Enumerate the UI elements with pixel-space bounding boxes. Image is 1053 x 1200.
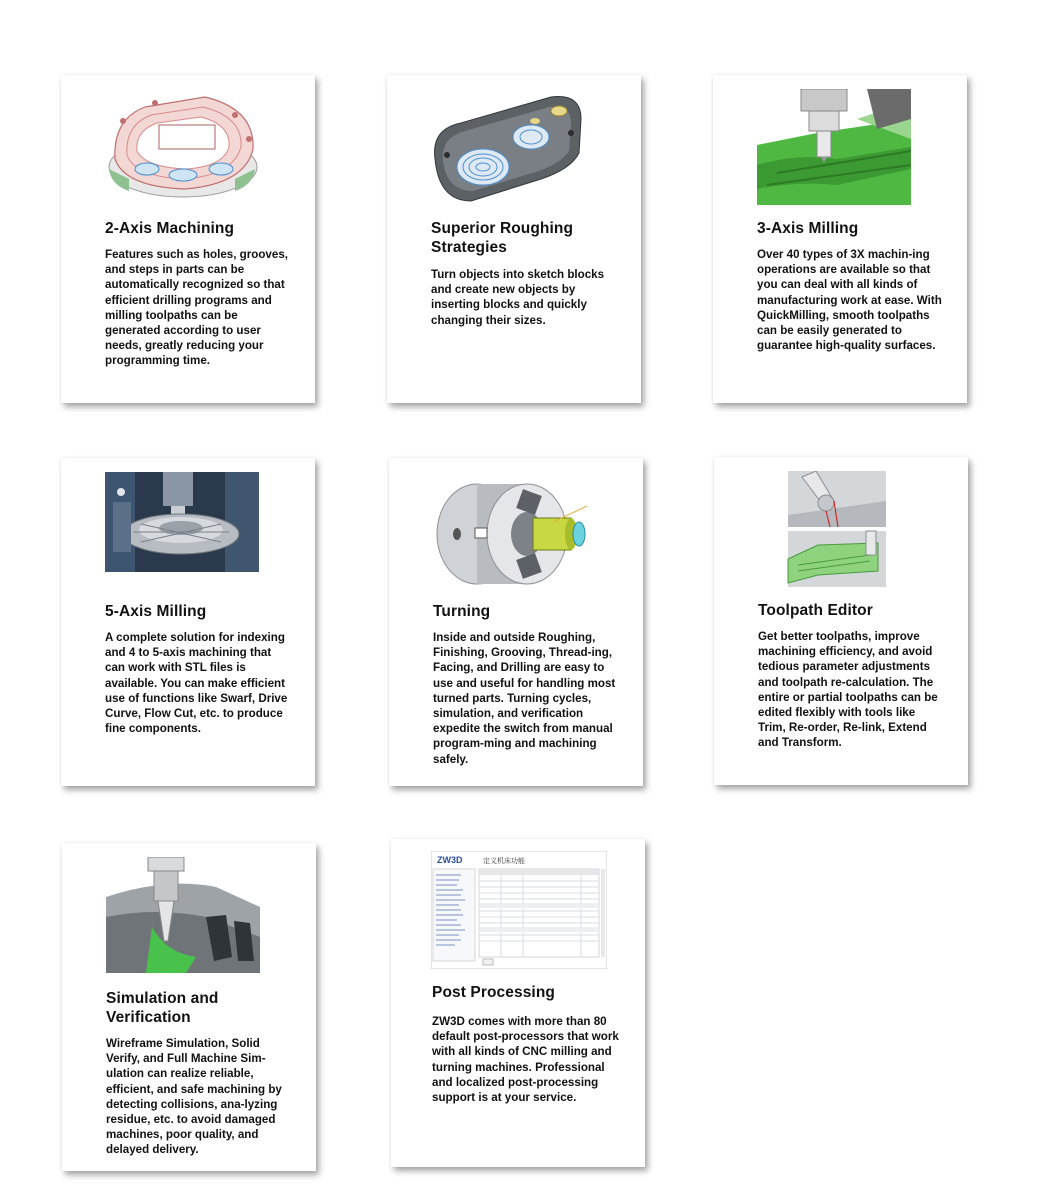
3-axis-milling-image [757,89,911,205]
card-title: Toolpath Editor [758,602,873,619]
5-axis-milling-photo [105,472,259,588]
feature-card-toolpath-editor [714,457,968,785]
feature-card-simulation-verification [62,843,316,1171]
card-description: Features such as holes, grooves, and steps in parts can be automatically recognized so that efficient drilling programs and milling toolpaths can be generated according to user needs, greatly reducing your programming time. [105,248,288,368]
card-description: Wireframe Simulation, Solid Verify, and Full Machine Sim-ulation can realize reliable, efficient, and safe machining by detecting collisions, ana-lyzing residue, etc. to avoid damaged machines, poor quality, and delayed delivery. [106,1037,282,1157]
feature-card-2-axis-machining [61,75,315,403]
toolpath-editor-image [758,471,912,587]
feature-card-post-processing [391,839,645,1167]
zw3d-logo: ZW3D [437,855,463,865]
card-description: Turn objects into sketch blocks and create new objects by inserting blocks and quickly changing their sizes. [431,268,605,327]
roughing-part-image [431,89,585,205]
card-description: Inside and outside Roughing, Finishing, Grooving, Thread-ing, Facing, and Drilling are easy to use and useful for handling most turned parts. Turning cycles, simulation, and verification expedite the switch from manual program-ming and machining safely. [433,631,616,766]
post-processor-screenshot [431,851,607,969]
card-title: Simulation and Verification [106,990,219,1026]
card-description: Over 40 types of 3X machin-ing operations are available so that you can deal with all kinds of manufacturing work at ease. With QuickMilling, smooth toolpaths can be easily generated to guarantee high-quality surfaces. [757,248,942,353]
card-title: 2-Axis Machining [105,220,235,237]
simulation-image [106,857,260,973]
card-title: 5-Axis Milling [105,603,207,620]
card-description: A complete solution for indexing and 4 to 5-axis machining that can work with STL files is available. You can make efficient use of functions like Swarf, Drive Curve, Flow Cut, etc. to produce fine components. [105,631,288,736]
card-title: Superior Roughing Strategies [431,220,574,256]
card-title: Turning [433,603,491,620]
2-axis-part-image [105,89,259,205]
lathe-chuck-image [433,472,587,588]
feature-card-5-axis-milling [61,458,315,786]
card-description: ZW3D comes with more than 80 default post-processors that work with all kinds of CNC milling and turning machines. Professional and localized post-processing support is at your service. [432,1015,619,1105]
card-title: Post Processing [432,984,555,1001]
screenshot-heading: 定义机床功能 [483,857,525,865]
feature-card-superior-roughing [387,75,641,403]
card-description: Get better toolpaths, improve machining efficiency, and avoid tedious parameter adjustments and toolpath re-calculation. The entire or partial toolpaths can be edited flexibly with tools like Trim, Re-order, Re-link, Extend and Transform. [758,630,938,750]
card-title: 3-Axis Milling [757,220,859,237]
feature-card-3-axis-milling [713,75,967,403]
feature-card-turning [389,458,643,786]
